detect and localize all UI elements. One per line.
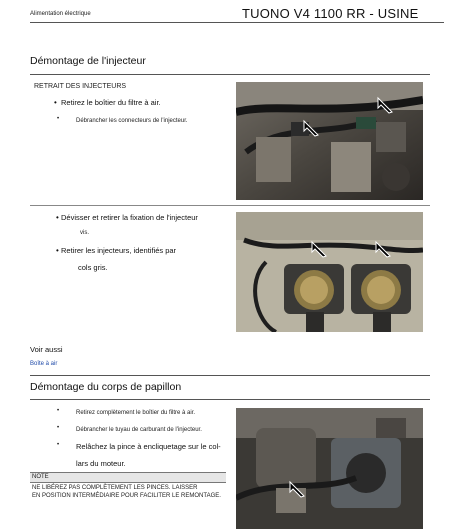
bullet-icon: •	[57, 442, 60, 448]
header-section-label: Alimentation électrique	[30, 11, 91, 17]
injector-connectors-photo	[236, 82, 423, 200]
section1-subheading: RETRAIT DES INJECTEURS	[34, 83, 127, 90]
note-line1: NE LIBÉREZ PAS COMPLÈTEMENT LES PINCES. LAISSER	[32, 485, 198, 491]
section1-step4-line2: cols gris.	[78, 263, 108, 272]
section1-title: Démontage de l'injecteur	[30, 55, 146, 67]
bullet-icon: •	[57, 116, 60, 122]
bullet-icon: •	[57, 408, 60, 414]
bullet-icon: •	[54, 98, 57, 107]
note-header-rule	[30, 482, 226, 483]
see-also-link[interactable]: Boîte à air	[30, 361, 58, 367]
note-label: NOTE	[32, 474, 49, 480]
bullet-icon: •	[56, 213, 59, 222]
arrow-icon	[302, 119, 320, 137]
header-model-title: TUONO V4 1100 RR - USINE	[242, 6, 419, 21]
bullet-icon: •	[56, 246, 59, 255]
section2-top-rule	[30, 375, 430, 376]
section2-title: Démontage du corps de papillon	[30, 381, 182, 393]
section1-step3-line2: vis.	[80, 230, 89, 236]
bullet-icon: •	[57, 425, 60, 431]
section1-step2: Débrancher les connecteurs de l'injecteur.	[76, 118, 188, 124]
section1-rule	[30, 74, 430, 75]
injectors-removed-photo	[236, 212, 423, 332]
section1-divider	[30, 205, 430, 206]
throttle-body-photo	[236, 408, 423, 529]
arrow-icon	[310, 240, 328, 258]
arrow-icon	[374, 240, 392, 258]
section2-step3-line1: Relâchez la pince à encliquetage sur le col-	[76, 442, 221, 451]
section2-step1: Retirez complètement le boîtier du filtre à air.	[76, 410, 196, 416]
section2-step3-line2: lars du moteur.	[76, 459, 126, 468]
section1-step3-line1: Dévisser et retirer la fixation de l'injecteur	[61, 213, 198, 222]
section1-step4-line1: Retirer les injecteurs, identifiés par	[61, 246, 177, 255]
section1-step1: Retirez le boîtier du filtre à air.	[61, 98, 161, 107]
header-rule	[30, 22, 444, 23]
arrow-icon	[376, 96, 394, 114]
section2-step2: Débrancher le tuyau de carburant de l'injecteur.	[76, 427, 202, 433]
note-line2: EN POSITION INTERMÉDIAIRE POUR FACILITER LE REMONTAGE.	[32, 493, 221, 499]
see-also-label: Voir aussi	[30, 345, 63, 354]
arrow-icon	[288, 480, 306, 498]
section2-rule	[30, 399, 430, 400]
note-header-bg	[30, 473, 226, 482]
